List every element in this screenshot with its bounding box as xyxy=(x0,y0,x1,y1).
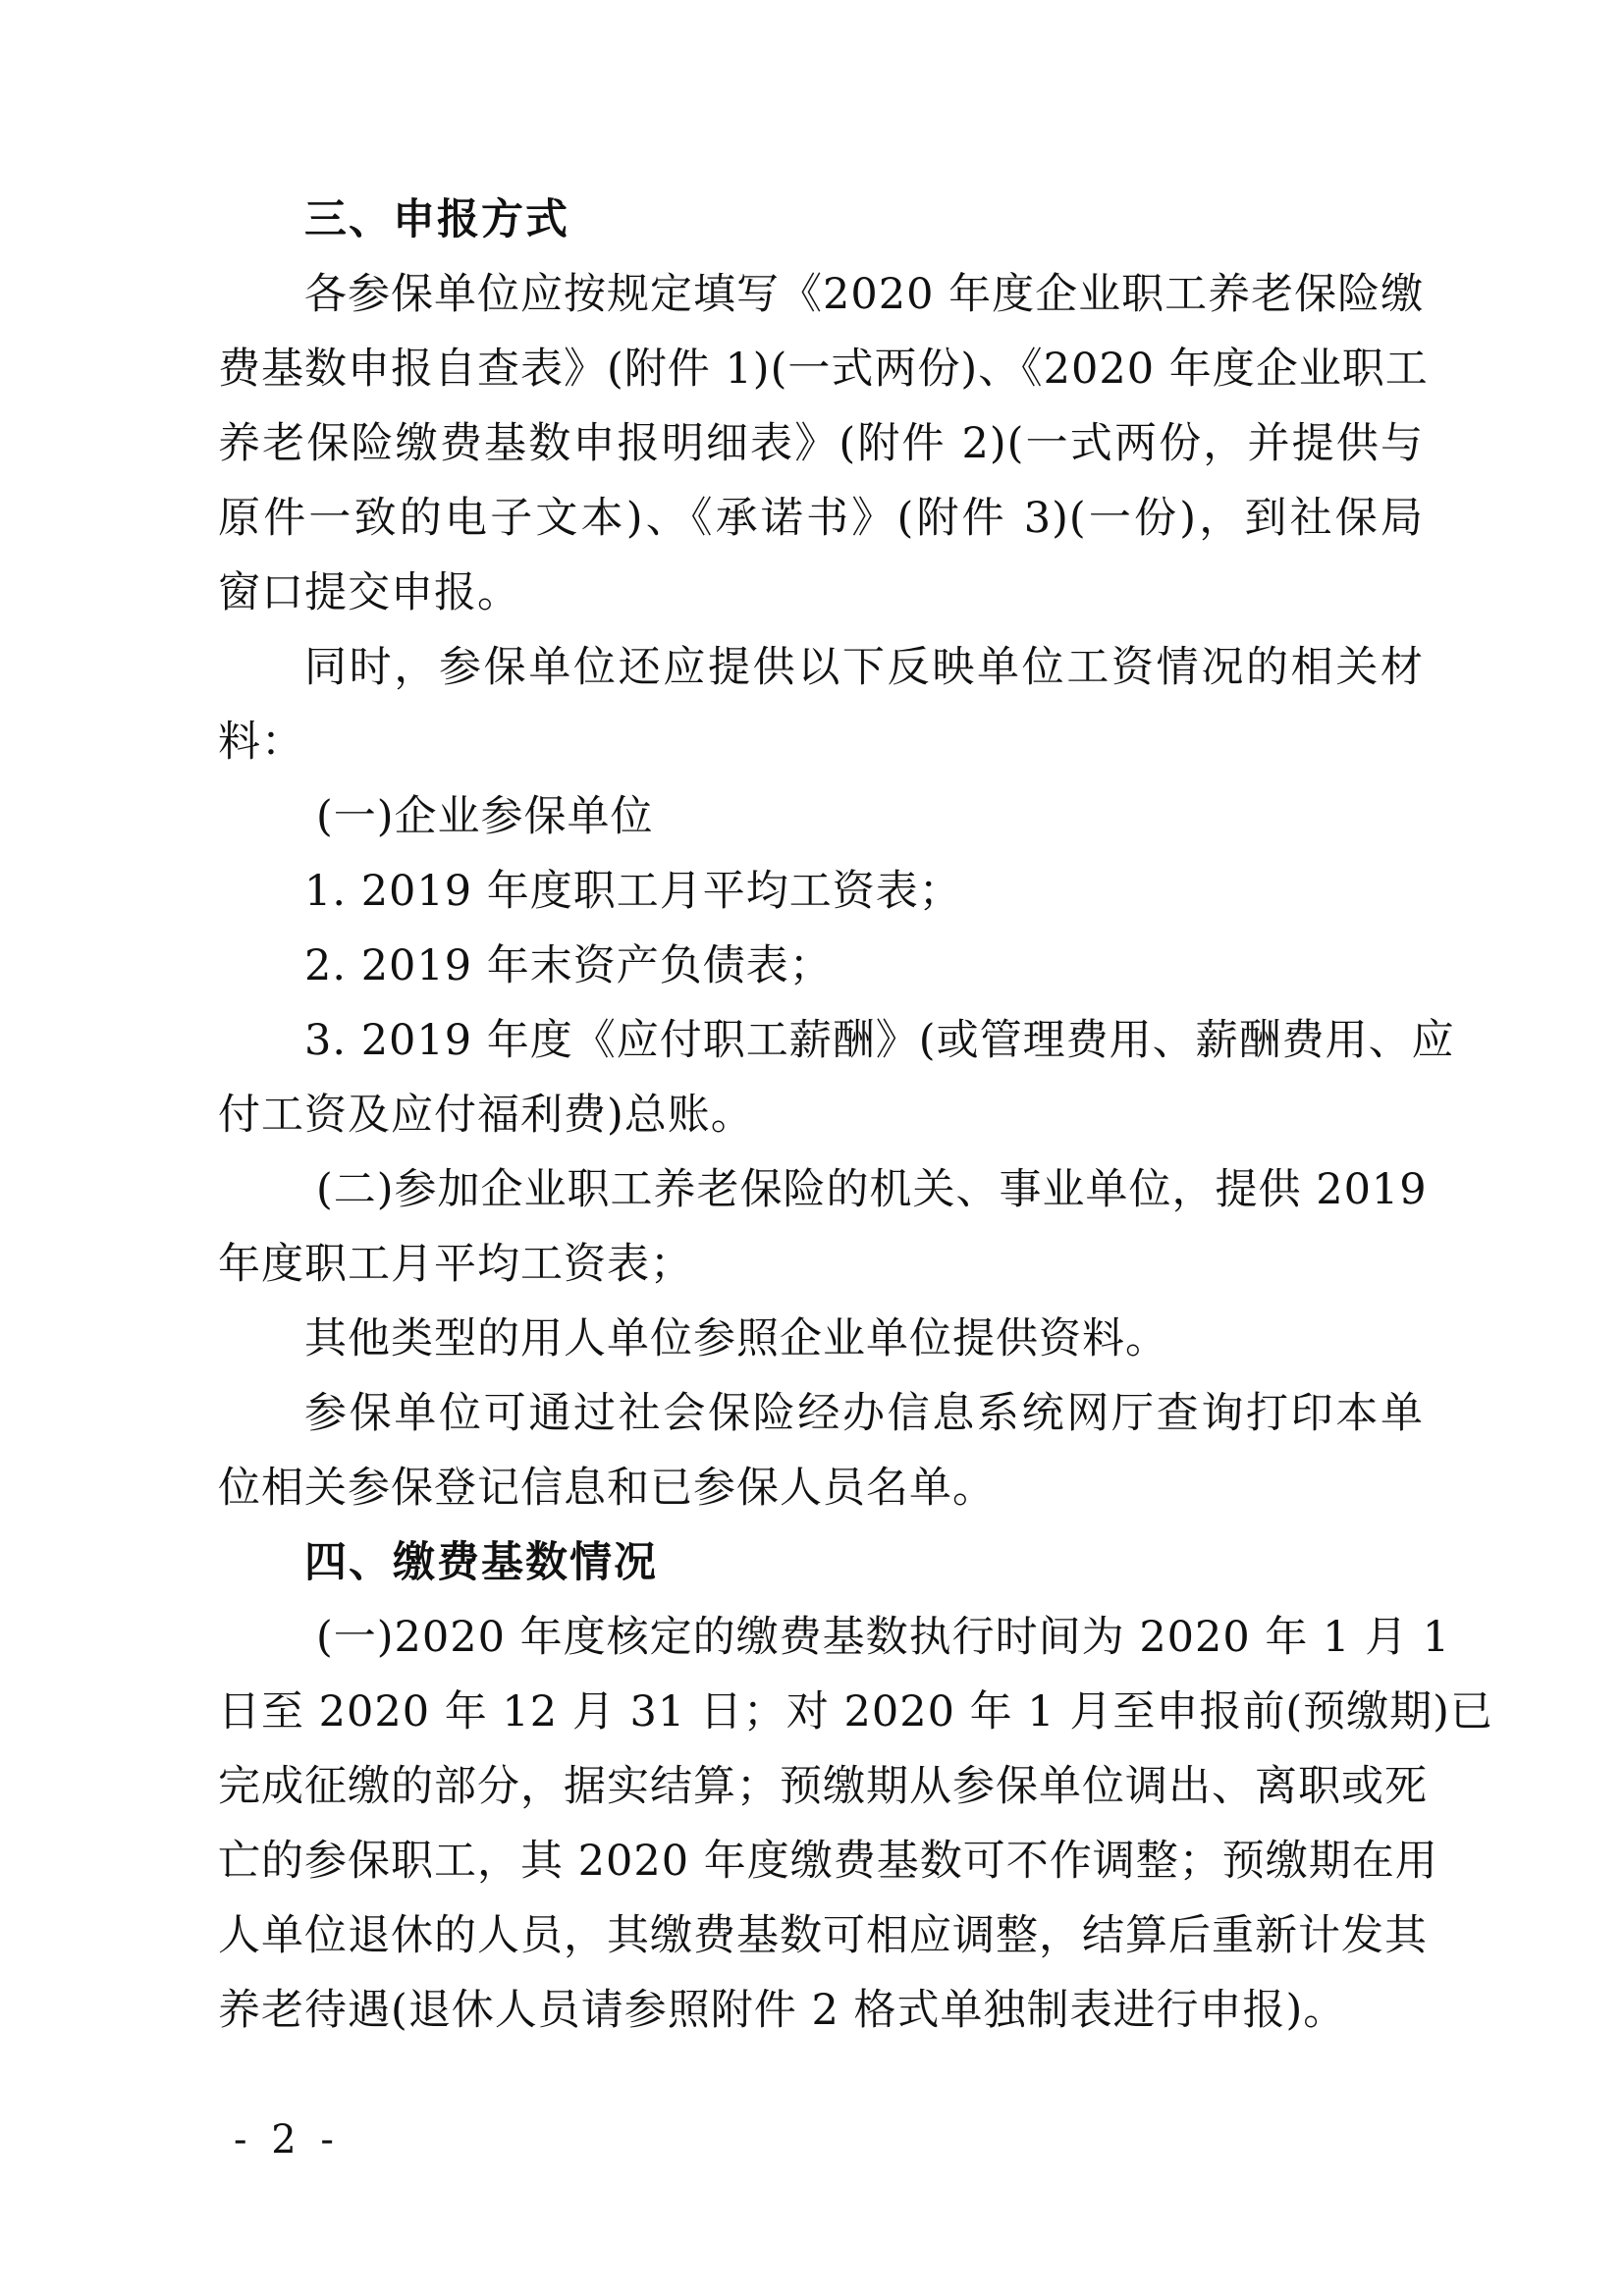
subheading-institutions: (二)参加企业职工养老保险的机关、事业单位，提供 2019 xyxy=(316,1165,1428,1214)
section-heading-contribution-base: 四、缴费基数情况 xyxy=(304,1538,658,1587)
page-number: - 2 - xyxy=(234,2117,340,2163)
subheading-enterprise-units: (一)企业参保单位 xyxy=(316,792,654,841)
paragraph-line: 费基数申报自查表》(附件 1)(一式两份)、《2020 年度企业职工 xyxy=(218,345,1429,394)
paragraph-line: 各参保单位应按规定填写《2020 年度企业职工养老保险缴 xyxy=(304,270,1425,319)
list-item: 3. 2019 年度《应付职工薪酬》(或管理费用、薪酬费用、应 xyxy=(304,1016,1455,1065)
paragraph-line: 其他类型的用人单位参照企业单位提供资料。 xyxy=(304,1314,1168,1363)
paragraph-line: 位相关参保登记信息和已参保人员名单。 xyxy=(218,1464,996,1513)
paragraph-line: 原件一致的电子文本)、《承诺书》(附件 3)(一份)，到社保局 xyxy=(218,494,1424,543)
paragraph-line: 日至 2020 年 12 月 31 日；对 2020 年 1 月至申报前(预缴期)已 xyxy=(218,1687,1493,1736)
paragraph-line: 完成征缴的部分，据实结算；预缴期从参保单位调出、离职或死 xyxy=(218,1762,1428,1811)
paragraph-line: 料： xyxy=(218,718,304,767)
paragraph-line: 同时，参保单位还应提供以下反映单位工资情况的相关材 xyxy=(304,643,1424,692)
paragraph-line: 参保单位可通过社会保险经办信息系统网厅查询打印本单 xyxy=(304,1389,1424,1438)
paragraph-line: 年度职工月平均工资表； xyxy=(218,1240,693,1289)
paragraph-line: 亡的参保职工，其 2020 年度缴费基数可不作调整；预缴期在用 xyxy=(218,1837,1438,1886)
paragraph-line: (一)2020 年度核定的缴费基数执行时间为 2020 年 1 月 1 xyxy=(316,1613,1451,1662)
list-item: 1. 2019 年度职工月平均工资表； xyxy=(304,867,962,916)
paragraph-line: 人单位退休的人员，其缴费基数可相应调整，结算后重新计发其 xyxy=(218,1911,1428,1960)
section-heading-declaration-method: 三、申报方式 xyxy=(304,195,569,244)
paragraph-line: 养老待遇(退休人员请参照附件 2 格式单独制表进行申报)。 xyxy=(218,1986,1347,2035)
list-item: 2. 2019 年末资产负债表； xyxy=(304,941,833,990)
paragraph-line: 养老保险缴费基数申报明细表》(附件 2)(一式两份，并提供与 xyxy=(218,419,1424,468)
paragraph-line: 窗口提交申报。 xyxy=(218,568,520,617)
list-item-continuation: 付工资及应付福利费)总账。 xyxy=(218,1091,754,1140)
